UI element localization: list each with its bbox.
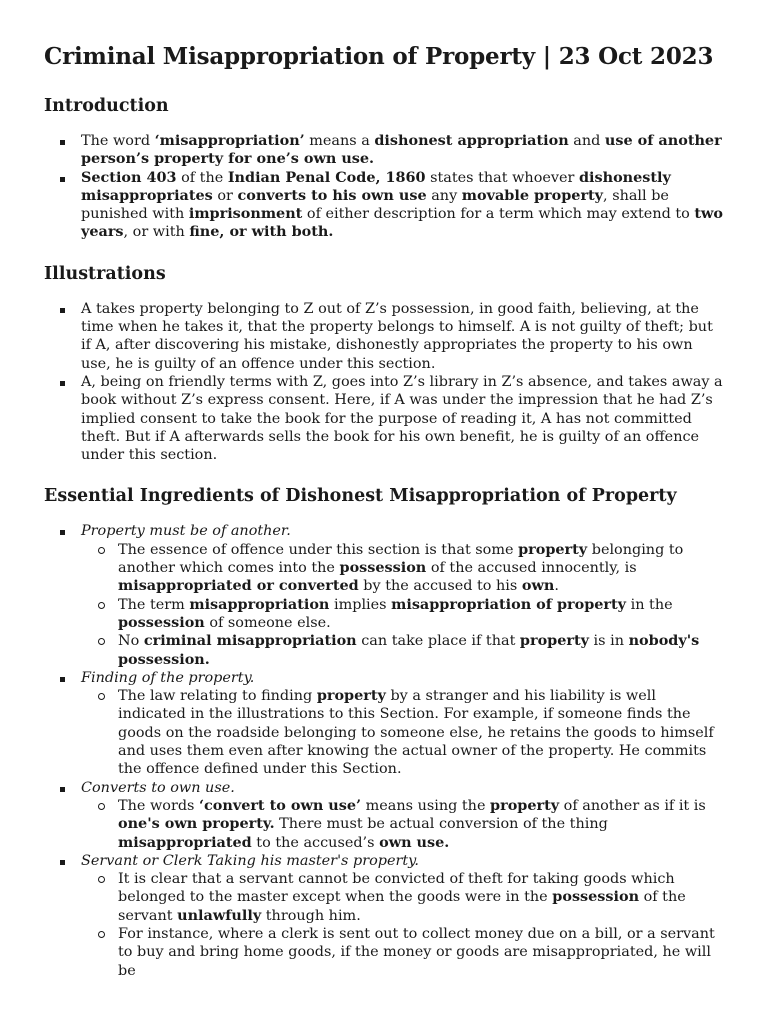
bold-text: criminal misappropriation <box>143 632 357 650</box>
sub-list-item: The essence of offence under this section is that some property belonging to another which comes into the possession of the accused innocently, is misappropriated or converted by the accused to his own. <box>118 541 724 596</box>
bold-text: one's own property. <box>118 815 275 833</box>
bold-text: own <box>521 577 555 595</box>
bold-text: misappropriated or converted <box>118 577 359 595</box>
introduction-list <box>44 132 724 242</box>
bold-text: property <box>518 540 588 558</box>
ingredient-label: Servant or Clerk Taking his master's property. <box>81 852 419 869</box>
bold-text: misappropriated <box>118 833 252 851</box>
bold-text: converts to his own use <box>237 186 427 204</box>
bold-text: dishonest appropriation <box>374 132 569 149</box>
list-item <box>81 669 724 779</box>
list-item <box>81 522 724 668</box>
bold-text: two years <box>81 205 724 241</box>
bold-text: ‘convert to own use’ <box>199 796 362 814</box>
list-item: The word ‘misappropriation’ means a dishonest appropriation and use of another person’s property for one’s own use. <box>81 132 724 169</box>
sub-list-item: It is clear that a servant cannot be convicted of theft for taking goods which belonged to the master except when the goods were in the possession of the servant unlawfully through him. <box>118 870 724 925</box>
list-item: A takes property belonging to Z out of Z’s possession, in good faith, believing, at the time when he takes it, that the property belongs to himself. A is not guilty of theft; but if A, after discovering his mistake, dishonestly appropriates the property to his own use, he is guilty of an offence under this section. <box>81 300 724 373</box>
sub-list-item: The law relating to finding property by a stranger and his liability is well indicated in the illustrations to this Section. For example, if someone finds the goods on the roadside belonging to someone else, he retains the goods to himself and uses them even after knowing the actual owner of the property. He commits the offence defined under this Section. <box>118 687 724 778</box>
list-item <box>81 852 724 980</box>
bold-text: nobody's possession. <box>118 632 700 668</box>
ingredient-label: Property must be of another. <box>81 523 291 540</box>
bold-text: property <box>316 687 386 705</box>
bold-text: property <box>490 796 560 814</box>
bold-text: misappropriation <box>189 595 330 613</box>
sub-list <box>81 687 724 778</box>
list-item <box>81 779 724 852</box>
ingredients-heading: Essential Ingredients of Dishonest Misappropriation of Property <box>44 486 677 507</box>
bold-text: use of another person’s property for one’s own use. <box>81 132 722 168</box>
list-item: Section 403 of the Indian Penal Code, 1860 states that whoever dishonestly misappropriates or converts to his own use any movable property, shall be punished with imprisonment of either description for a term which may extend to two years, or with fine, or with both. <box>81 168 724 241</box>
sub-list-item: No criminal misappropriation can take place if that property is in nobody's possession. <box>118 632 724 669</box>
sub-list-item: The words ‘convert to own use’ means using the property of another as if it is one's own property. There must be actual conversion of the thing misappropriated to the accused’s own use. <box>118 797 724 852</box>
introduction-heading: Introduction <box>44 96 169 116</box>
ingredient-label: Converts to own use. <box>81 779 235 796</box>
ingredients-list <box>44 522 724 979</box>
list-item: A, being on friendly terms with Z, goes into Z’s library in Z’s absence, and takes away a book without Z’s express consent. Here, if A was under the impression that he had Z’s implied consent to take the book for the purpose of reading it, A has not committed theft. But if A afterwards sells the book for his own benefit, he is guilty of an offence under this section. <box>81 373 723 464</box>
sub-list <box>81 797 724 852</box>
bold-text: movable property <box>461 186 604 204</box>
illustrations-list <box>44 300 724 465</box>
bold-text: unlawfully <box>177 906 262 924</box>
bold-text: possession <box>339 559 427 577</box>
bold-text: possession <box>552 888 640 906</box>
bold-text: possession <box>118 613 205 631</box>
bold-text: ‘misappropriation’ <box>154 132 305 149</box>
ingredient-label: Finding of the property. <box>81 669 255 686</box>
bold-text: Section 403 <box>81 168 177 186</box>
bold-text: fine, or with both. <box>189 223 334 241</box>
sub-list <box>81 541 724 669</box>
bold-text: imprisonment <box>188 205 303 223</box>
page-title: Criminal Misappropriation of Property | 23 Oct 2023 <box>44 43 714 70</box>
sub-list-item: For instance, where a clerk is sent out to collect money due on a bill, or a servant to buy and bring home goods, if the money or goods are misappropriated, he will be <box>118 925 724 980</box>
illustrations-heading: Illustrations <box>44 263 166 284</box>
sub-list-item: The term misappropriation implies misappropriation of property in the possession of someone else. <box>118 596 724 633</box>
bold-text: misappropriation of property <box>391 595 627 613</box>
bold-text: dishonestly misappropriates <box>81 168 671 204</box>
bold-text: own use. <box>379 833 450 851</box>
bold-text: Indian Penal Code, 1860 <box>227 168 426 186</box>
sub-list <box>81 870 724 980</box>
bold-text: property <box>519 632 589 650</box>
